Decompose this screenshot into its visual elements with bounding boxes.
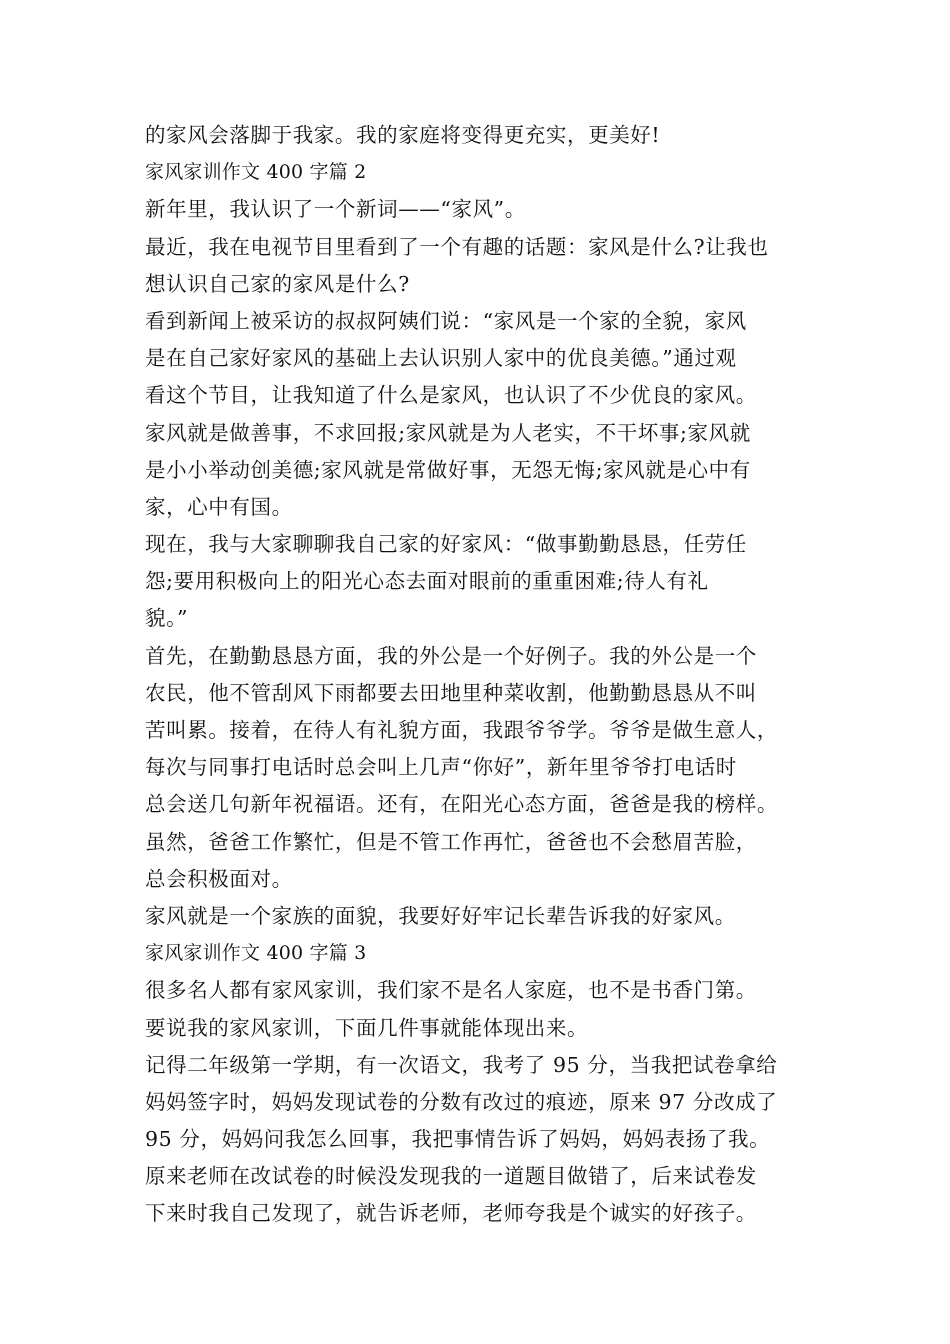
- text-line: 总会送几句新年祝福语。还有，在阳光心态方面，爸爸是我的榜样。: [145, 792, 778, 817]
- text-line: 虽然，爸爸工作繁忙，但是不管工作再忙，爸爸也不会愁眉苦脸，: [145, 829, 757, 854]
- text-line: 首先，在勤勤恳恳方面，我的外公是一个好例子。我的外公是一个: [145, 643, 757, 668]
- section-heading: 家风家训作文 400 字篇 2: [145, 161, 367, 184]
- text-line: 妈妈签字时，妈妈发现试卷的分数有改过的痕迹，原来 97 分改成了: [145, 1089, 778, 1114]
- text-line: 下来时我自己发现了，就告诉老师，老师夸我是个诚实的好孩子。: [145, 1201, 757, 1226]
- text-line: 苦叫累。接着，在待人有礼貌方面，我跟爷爷学。爷爷是做生意人，: [145, 718, 778, 742]
- section-heading: 家风家训作文 400 字篇 3: [145, 942, 367, 965]
- text-line: 家，心中有国。: [145, 494, 293, 519]
- text-line: 的家风会落脚于我家。我的家庭将变得更充实，更美好!: [145, 123, 661, 147]
- text-line: 新年里，我认识了一个新词——“家风”。: [145, 197, 526, 222]
- text-line: 是在自己家好家风的基础上去认识别人家中的优良美德。”通过观: [145, 346, 737, 371]
- text-line: 怨;要用积极向上的阳光心态去面对眼前的重重困难;待人有礼: [145, 569, 709, 594]
- text-line: 记得二年级第一学期，有一次语文，我考了 95 分，当我把试卷拿给: [145, 1052, 778, 1077]
- text-line: 原来老师在改试卷的时候没发现我的一道题目做错了，后来试卷发: [145, 1164, 757, 1189]
- text-line: 95 分，妈妈问我怎么回事，我把事情告诉了妈妈，妈妈表扬了我。: [145, 1127, 771, 1152]
- text-line: 要说我的家风家训，下面几件事就能体现出来。: [145, 1015, 589, 1040]
- text-line: 农民，他不管刮风下雨都要去田地里种菜收割，他勤勤恳恳从不叫: [145, 680, 757, 705]
- document-body: [145, 117, 815, 1233]
- text-line: 看这个节目，让我知道了什么是家风，也认识了不少优良的家风。: [145, 383, 757, 408]
- text-line: 最近，我在电视节目里看到了一个有趣的话题：家风是什么?让我也: [145, 234, 769, 259]
- text-line: 总会积极面对。: [145, 866, 293, 891]
- text-line: 很多名人都有家风家训，我们家不是名人家庭，也不是书香门第。: [145, 978, 757, 1003]
- text-line: 是小小举动创美德;家风就是常做好事，无怨无悔;家风就是心中有: [145, 457, 751, 482]
- text-line: 想认识自己家的家风是什么?: [145, 271, 410, 296]
- text-line: 看到新闻上被采访的叔叔阿姨们说：“家风是一个家的全貌，家风: [145, 308, 747, 333]
- text-line: 每次与同事打电话时总会叫上几声“你好”，新年里爷爷打电话时: [145, 755, 737, 780]
- text-line: 家风就是做善事，不求回报;家风就是为人老实，不干坏事;家风就: [145, 420, 751, 445]
- text-line: 现在，我与大家聊聊我自己家的好家风：“做事勤勤恳恳，任劳任: [145, 532, 747, 557]
- text-line: 貌。”: [145, 606, 189, 631]
- text-line: 家风就是一个家族的面貌，我要好好牢记长辈告诉我的好家风。: [145, 903, 736, 928]
